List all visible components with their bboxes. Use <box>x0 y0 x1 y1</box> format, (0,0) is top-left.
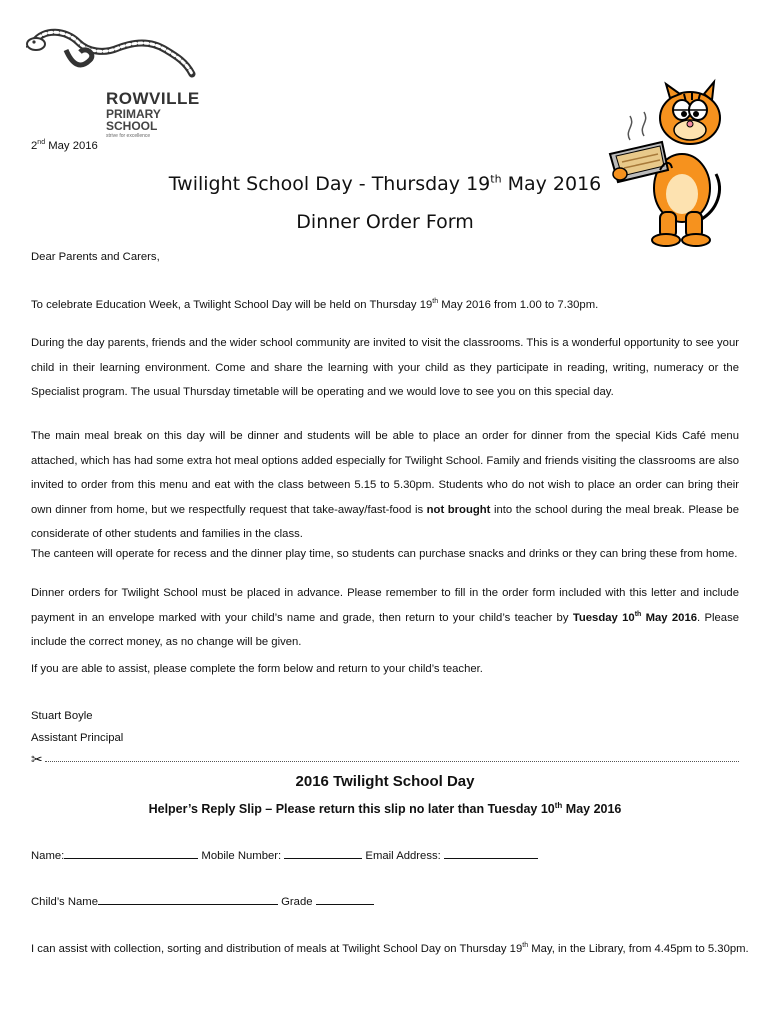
grade-field[interactable] <box>316 892 374 905</box>
slip-subtitle: Helper’s Reply Slip – Please return this slip no later than Tuesday 10th May 2016 <box>148 800 622 816</box>
slip-title: 2016 Twilight School Day <box>295 773 475 790</box>
assist-statement: I can assist with collection, sorting and distribution of meals at Twilight School Day on Thursday 19th May, in the Library, from 4.45pm to 5.30pm. <box>31 942 749 955</box>
paragraph-orders: Dinner orders for Twilight School must be placed in advance. Please remember to fill in the order form included with this letter and include payment in an envelope marked with your child’s name and grade, then return to your child’s teacher by Tuesday 10th May 2016. Please include the correct money, as no change will be given. <box>31 587 740 648</box>
contact-row <box>31 844 538 868</box>
signer-name: Stuart Boyle <box>31 710 93 722</box>
school-logo <box>26 20 200 139</box>
paragraph-intro: To celebrate Education Week, a Twilight School Day will be held on Thursday 19th May 2016 from 1.00 to 7.30pm. <box>31 298 599 311</box>
email-field[interactable] <box>444 846 538 859</box>
paragraph-assist: If you are able to assist, please complete the form below and return to your child’s teacher. <box>31 663 483 675</box>
name-label: Name: <box>31 850 65 862</box>
name-field[interactable] <box>64 846 198 859</box>
logo-school-subtitle: PRIMARY SCHOOL <box>106 107 161 133</box>
paragraph-dinner: The main meal break on this day will be dinner and students will be able to place an order for dinner from the special Kids Café menu attached, which has had some extra hot meal options added especially for Twilight School. Family and friends visiting the classrooms are also invited to order from this menu and eat with the class between 5.15 to 5.30pm. Students who do not wish to place an order can bring their own dinner from home, but we respectfully request that take-away/fast-food is not brought into the school during the meal break. Please be considerate of other students and families in the class. <box>31 430 739 540</box>
paragraph-canteen: The canteen will operate for recess and the dinner play time, so students can purchase snacks and drinks or they can bring these from home. <box>31 548 738 560</box>
cut-line <box>31 752 739 766</box>
page-title: Twilight School Day - Thursday 19th May 2016 <box>168 172 602 195</box>
logo-school-name: ROWVILLE <box>106 89 200 108</box>
page-subtitle: Dinner Order Form <box>296 211 474 233</box>
mobile-label: Mobile Number: <box>198 850 285 862</box>
dotted-divider <box>45 761 739 762</box>
mobile-field[interactable] <box>284 846 362 859</box>
child-name-label: Child’s Name <box>31 896 98 908</box>
child-row <box>31 890 374 914</box>
paragraph-visit: During the day parents, friends and the wider school community are invited to visit the classrooms. This is a wonderful opportunity to see your child in their learning environment. Come and share the learning with your child as they participate in reading, writing, numeracy or the Specialist program. The usual Thursday timetable will be operating and we would love to see you on this special day. <box>31 337 739 398</box>
logo-motto: strive for excellence <box>106 133 151 139</box>
email-label: Email Address: <box>362 850 444 862</box>
salutation: Dear Parents and Carers, <box>31 251 160 263</box>
scissors-icon: ✂ <box>31 751 43 767</box>
letter-date: 2nd May 2016 <box>31 139 98 152</box>
snake-emblem-icon <box>26 20 196 90</box>
grade-label: Grade <box>277 896 316 908</box>
child-name-field[interactable] <box>98 892 278 905</box>
signer-title: Assistant Principal <box>31 732 124 744</box>
